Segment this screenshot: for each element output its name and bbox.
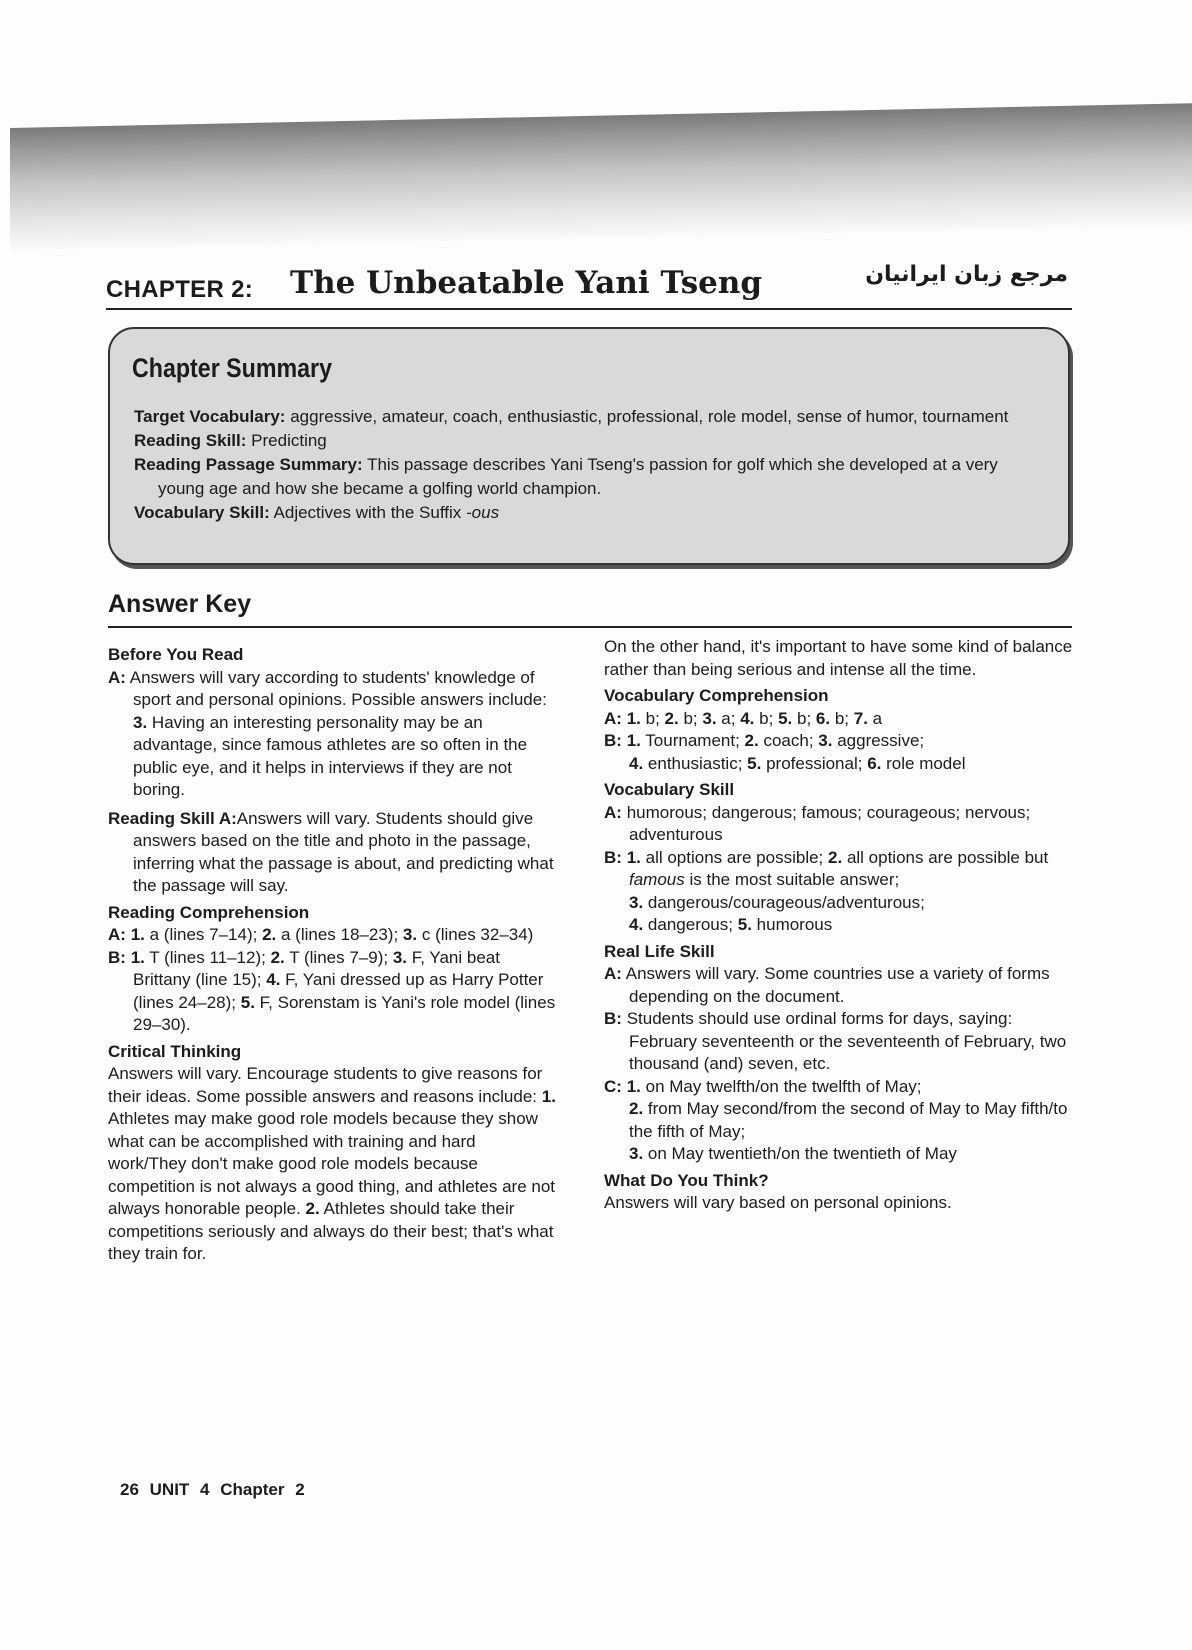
answer-item: B: 1. all options are possible; 2. all options are possible but famous is the most suitable answer; (604, 847, 1049, 889)
summary-target-vocab: Target Vocabulary: aggressive, amateur, coach, enthusiastic, professional, role model, sense of humor, tournament (134, 407, 1009, 426)
answer-subitem: 3. on May twentieth/on the twentieth of May (629, 1144, 957, 1163)
section-heading: Vocabulary Skill (604, 780, 735, 799)
watermark-text: مرجع زبان ایرانیان (865, 262, 1068, 287)
answer-item: A: Answers will vary. Some countries use a variety of forms depending on the document. (604, 964, 1050, 1006)
chapter-summary-box (108, 327, 1070, 565)
summary-vocab-skill: Vocabulary Skill: Adjectives with the Suffix -ous (134, 503, 500, 522)
header-banner (10, 103, 1192, 250)
answer-subitem: 2. from May second/from the second of May to May fifth/to the fifth of May; (629, 1099, 1068, 1141)
answer-item: A: humorous; dangerous; famous; courageous; nervous; adventurous (604, 802, 1031, 844)
section-heading: Reading Comprehension (108, 902, 310, 922)
answer-subitem: 4. enthusiastic; 5. professional; 6. role model (629, 753, 966, 773)
summary-passage: Reading Passage Summary: This passage describes Yani Tseng's passion for golf which she developed at a very young age and how she became a golfing world champion. (134, 455, 998, 498)
summary-reading-skill: Reading Skill: Predicting (134, 431, 327, 450)
section-heading: Vocabulary Comprehension (604, 686, 829, 705)
answer-item: B: Students should use ordinal forms for days, saying: February seventeenth or the seventeenth of February, two thousand (and) seven, etc. (604, 1009, 1067, 1073)
answer-key-title: Answer Key (108, 590, 1072, 628)
chapter-header (106, 262, 1072, 310)
section-heading: Critical Thinking (108, 1041, 242, 1061)
answer-item: A: Answers will vary according to students' knowledge of sport and personal opinions. Possible answers include: 3. Having an interesting personality may be an advantage, since famous athletes are so often in the public eye, and it helps in interviews if they are not boring. (108, 667, 547, 799)
answer-item: A: 1. a (lines 7–14); 2. a (lines 18–23); 3. c (lines 32–34) (108, 925, 534, 944)
chapter-title: The Unbeatable Yani Tseng (290, 265, 763, 301)
section-heading: Before You Read (108, 645, 244, 664)
answer-item: C: 1. on May twelfth/on the twelfth of May; (604, 1076, 922, 1096)
footer-unit: UNIT 4 (149, 1480, 210, 1499)
answer-subitem: 3. dangerous/courageous/adventurous; (629, 892, 925, 912)
answer-item: Reading Skill A:Answers will vary. Students should give answers based on the title and photo in the passage, inferring what the passage is about, and predicting what the passage will say. (108, 808, 554, 895)
section-heading: Real Life Skill (604, 941, 715, 961)
summary-heading: Chapter Summary (132, 353, 333, 383)
answer-paragraph: On the other hand, it's important to have some kind of balance rather than being serious and intense all the time. (604, 637, 1073, 679)
answer-item: A: 1. b; 2. b; 3. a; 4. b; 5. b; 6. b; 7. a (604, 708, 883, 728)
footer-chapter: Chapter 2 (220, 1480, 305, 1499)
answer-key-right-column (604, 636, 1074, 1215)
summary-lines (134, 405, 1034, 525)
answer-key-left-column (108, 640, 558, 1266)
page-footer (120, 1480, 305, 1500)
chapter-label: CHAPTER 2: (106, 276, 254, 303)
answer-paragraph: Answers will vary based on personal opinions. (604, 1193, 952, 1212)
answer-item: B: 1. Tournament; 2. coach; 3. aggressive; (604, 731, 925, 750)
answer-subitem: 4. dangerous; 5. humorous (629, 915, 833, 934)
section-heading: What Do You Think? (604, 1170, 769, 1190)
page-number: 26 (120, 1480, 139, 1499)
answer-paragraph: Answers will vary. Encourage students to give reasons for their ideas. Some possible answers and reasons include: 1. Athletes may make good role models because they show what can be accomplished with training and hard work/They don't make good role models because competition is not always a good thing, and athletes are not always honorable people. 2. Athletes should take their competitions seriously and always do their best; that's what they train for. (108, 1064, 556, 1263)
answer-item: B: 1. T (lines 11–12); 2. T (lines 7–9); 3. F, Yani beat Brittany (line 15); 4. F, Yani dressed up as Harry Potter (lines 24–28); 5. F, Sorenstam is Yani's role model (lines 29–30). (108, 947, 556, 1034)
